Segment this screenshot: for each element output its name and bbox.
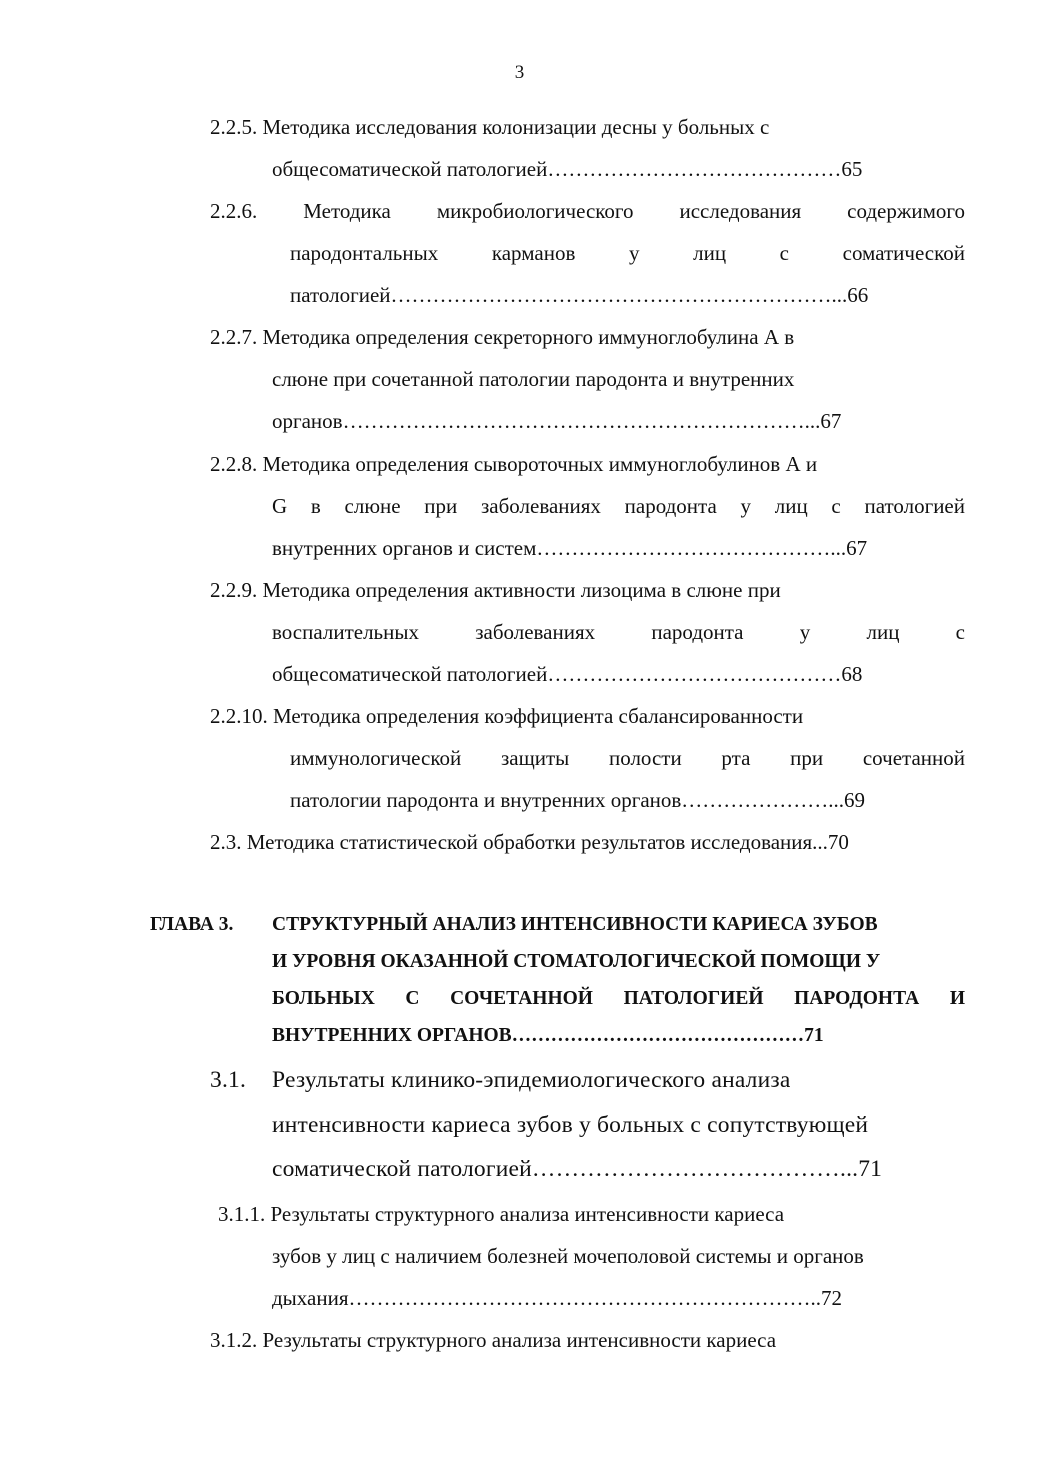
toc-line: дыхания…………………………………………………………..72: [272, 1286, 842, 1310]
toc-line: Результаты клинико-эпидемиологического анализа: [272, 1067, 791, 1093]
toc-line: соматической патологией…………………………………...71: [272, 1156, 883, 1182]
toc-line: 2.2.5. Методика исследования колонизации десны у больных с: [210, 115, 770, 139]
chapter-title-line: И УРОВНЯ ОКАЗАННОЙ СТОМАТОЛОГИЧЕСКОЙ ПОМОЩИ У: [272, 951, 881, 972]
toc-line: патологии пародонта и внутренних органов…………………...69: [290, 788, 866, 812]
toc-line: общесоматической патологией……………………………………65: [272, 157, 863, 181]
toc-line: 2.3. Методика статистической обработки результатов исследования...70: [210, 830, 849, 854]
toc-line: иммунологической защиты полости рта при сочетанной: [290, 746, 965, 770]
toc-line: воспалительных заболеваниях пародонта у лиц с: [272, 620, 965, 644]
toc-line: органов…………………………………………………………...67: [272, 409, 842, 433]
toc-line: 3.1.2. Результаты структурного анализа интенсивности кариеса: [210, 1328, 777, 1352]
chapter-title-line: БОЛЬНЫХ С СОЧЕТАННОЙ ПАТОЛОГИЕЙ ПАРОДОНТА И: [272, 988, 965, 1009]
toc-line: 2.2.9. Методика определения активности лизоцима в слюне при: [210, 578, 781, 602]
toc-line: 3.1.1. Результаты структурного анализа интенсивности кариеса: [218, 1202, 785, 1226]
chapter-label: ГЛАВА 3.: [150, 914, 234, 935]
toc-line: слюне при сочетанной патологии пародонта и внутренних: [272, 367, 795, 391]
toc-line: 2.2.6. Методика микробиологического исследования содержимого: [210, 199, 965, 223]
toc-line: пародонтальных карманов у лиц с соматической: [290, 241, 965, 265]
toc-line: 2.2.7. Методика определения секреторного иммуноглобулина А в: [210, 325, 795, 349]
chapter-title-line: СТРУКТУРНЫЙ АНАЛИЗ ИНТЕНСИВНОСТИ КАРИЕСА ЗУБОВ: [272, 914, 878, 935]
toc-line: G в слюне при заболеваниях пародонта у лиц с патологией: [272, 494, 965, 518]
toc-line: интенсивности кариеса зубов у больных с сопутствующей: [272, 1112, 869, 1138]
toc-line: внутренних органов и систем……………………………………...67: [272, 536, 868, 560]
chapter-title-line: ВНУТРЕННИХ ОРГАНОВ………………………………………71: [272, 1025, 824, 1046]
toc-line: общесоматической патологией……………………………………68: [272, 662, 863, 686]
toc-line: патологией………………………………………………………...66: [290, 283, 869, 307]
toc-line: зубов у лиц с наличием болезней мочеполовой системы и органов: [272, 1244, 864, 1268]
toc-number: 3.1.: [210, 1067, 247, 1093]
page-number: 3: [514, 62, 525, 83]
toc-line: 2.2.8. Методика определения сывороточных иммуноглобулинов А и: [210, 452, 818, 476]
toc-line: 2.2.10. Методика определения коэффициента сбалансированности: [210, 704, 804, 728]
